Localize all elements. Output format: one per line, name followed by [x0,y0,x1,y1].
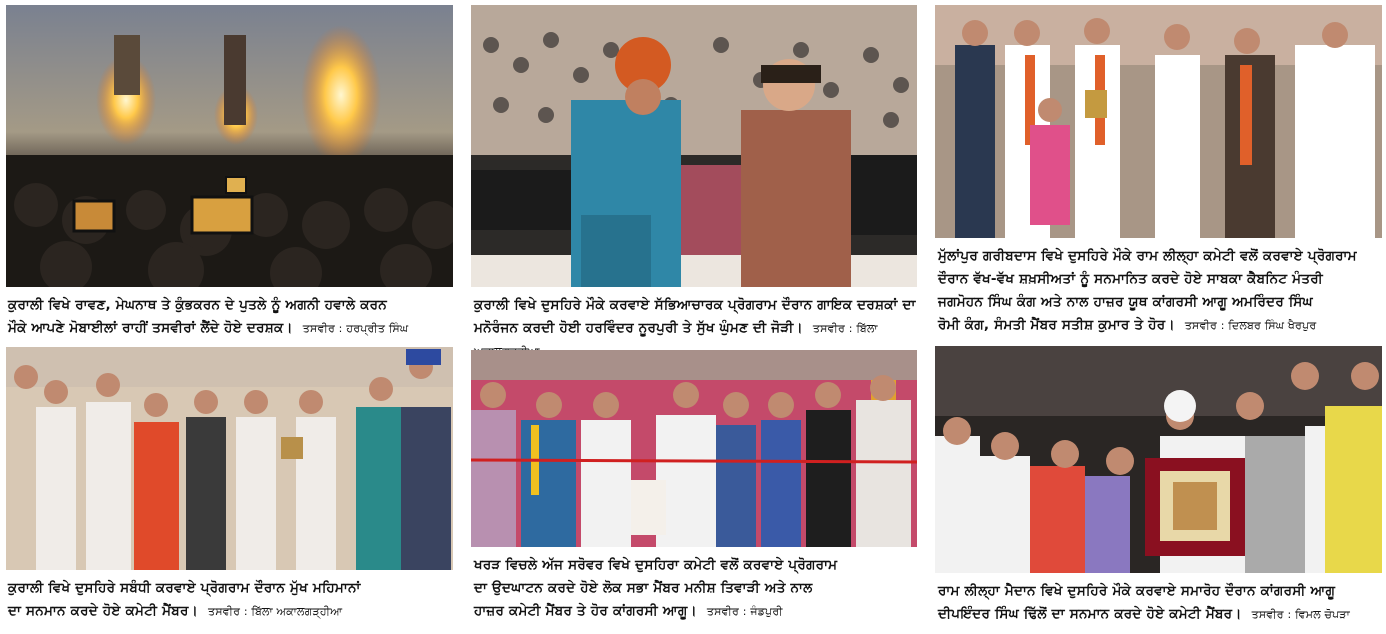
photo-credit: ਤਸਵੀਰ : ਹਰਪ੍ਰੀਤ ਸਿੰਘ [302,322,409,335]
caption-line: ਖਰੜ ਵਿਚਲੇ ਅੱਜ ਸਰੋਵਰ ਵਿਖੇ ਦੁਸਹਿਰਾ ਕਮੇਟੀ ਵਲੋਂ ਕਰਵਾਏ ਪ੍ਰੋਗਰਾਮ [474,557,838,573]
caption-line: ਦਾ ਉਦਘਾਟਨ ਕਰਦੇ ਹੋਏ ਲੋਕ ਸਭਾ ਮੈਂਬਰ ਮਨੀਸ਼ ਤਿਵਾੜੀ ਅਤੇ ਨਾਲ [474,580,813,596]
caption-committee-honouring [8,577,454,623]
caption-line: ਹਾਜ਼ਰ ਕਮੇਟੀ ਮੈਂਬਰ ਤੇ ਹੋਰ ਕਾਂਗਰਸੀ ਆਗੂ। [474,603,697,619]
caption-honouring-girl [938,245,1384,337]
caption-line: ਕੁਰਾਲੀ ਵਿਖੇ ਦੁਸਹਿਰੇ ਮੌਕੇ ਕਰਵਾਏ ਸੱਭਿਆਚਾਰਕ ਪ੍ਰੋਗਰਾਮ ਦੌਰਾਨ ਗਾਇਕ ਦਰਸ਼ਕਾਂ ਦਾ [474,297,916,313]
photo-framed-honour [935,346,1382,573]
caption-framed-honour [938,580,1384,626]
photo-effigy-burning [6,5,453,287]
photo-singers-on-stage [471,5,917,287]
caption-line: ਕੁਰਾਲੀ ਵਿਖੇ ਦੁਸਹਿਰੇ ਸਬੰਧੀ ਕਰਵਾਏ ਪ੍ਰੋਗਰਾਮ ਦੌਰਾਨ ਮੁੱਖ ਮਹਿਮਾਨਾਂ [8,580,361,596]
photo-credit: ਤਸਵੀਰ : ਬਿੱਲਾ [812,322,878,335]
caption-line: ਕੁਰਾਲੀ ਵਿਖੇ ਰਾਵਣ, ਮੇਘਨਾਥ ਤੇ ਕੁੰਭਕਰਨ ਦੇ ਪੁਤਲੇ ਨੂੰ ਅਗਨੀ ਹਵਾਲੇ ਕਰਨ [8,297,387,313]
caption-line: ਦਾ ਸਨਮਾਨ ਕਰਦੇ ਹੋਏ ਕਮੇਟੀ ਮੈਂਬਰ। [8,603,198,619]
caption-line: ਰੋਮੀ ਕੰਗ, ਸੰਮਤੀ ਮੈਂਬਰ ਸਤੀਸ਼ ਕੁਮਾਰ ਤੇ ਹੋਰ। [938,317,1175,333]
photo-credit: ਤਸਵੀਰ : ਵਿਮਲ ਚੋਪੜਾ [1251,608,1350,621]
caption-line: ਜਗਮੋਹਨ ਸਿੰਘ ਕੰਗ ਅਤੇ ਨਾਲ ਹਾਜ਼ਰ ਯੂਥ ਕਾਂਗਰਸੀ ਆਗੂ ਅਮਰਿੰਦਰ ਸਿੰਘ [938,294,1313,310]
photo-ribbon-cutting [471,350,917,547]
photo-committee-honouring [6,347,453,570]
caption-line: ਰਾਮ ਲੀਲ੍ਹਾ ਮੈਦਾਨ ਵਿਖੇ ਦੁਸਹਿਰੇ ਮੌਕੇ ਕਰਵਾਏ ਸਮਾਰੋਹ ਦੌਰਾਨ ਕਾਂਗਰਸੀ ਆਗੂ [938,583,1336,599]
caption-line: ਮੌਕੇ ਆਪਣੇ ਮੋਬਾਈਲਾਂ ਰਾਹੀਂ ਤਸਵੀਰਾਂ ਲੈਂਦੇ ਹੋਏ ਦਰਸ਼ਕ। [8,320,293,336]
caption-line: ਮਨੋਰੰਜਨ ਕਰਦੀ ਹੋਈ ਹਰਵਿੰਦਰ ਨੂਰਪੁਰੀ ਤੇ ਸੁੱਖ ਘੁੰਮਣ ਦੀ ਜੋੜੀ। [474,320,803,336]
photo-credit: ਤਸਵੀਰ : ਦਿਲਬਰ ਸਿੰਘ ਖੈਰਪੁਰ [1184,319,1317,332]
photo-credit: ਤਸਵੀਰ : ਜੰਡਪੁਰੀ [706,605,783,618]
photo-credit: ਤਸਵੀਰ : ਬਿੱਲਾ ਅਕਾਲਗੜ੍ਹੀਆ [207,605,343,618]
caption-effigy-burning [8,294,454,340]
caption-line: ਦੀਪਇੰਦਰ ਸਿੰਘ ਢਿੱਲੋਂ ਦਾ ਸਨਮਾਨ ਕਰਦੇ ਹੋਏ ਕਮੇਟੀ ਮੈਂਬਰ। [938,606,1242,622]
caption-ribbon-cutting [474,554,920,623]
photo-honouring-girl [935,5,1382,238]
caption-line: ਦੌਰਾਨ ਵੱਖ-ਵੱਖ ਸ਼ਖ਼ਸੀਅਤਾਂ ਨੂੰ ਸਨਮਾਨਿਤ ਕਰਦੇ ਹੋਏ ਸਾਬਕਾ ਕੈਬਨਿਟ ਮੰਤਰੀ [938,271,1323,287]
caption-line: ਮੁੱਲਾਂਪੁਰ ਗਰੀਬਦਾਸ ਵਿਖੇ ਦੁਸਹਿਰੇ ਮੌਕੇ ਰਾਮ ਲੀਲ੍ਹਾ ਕਮੇਟੀ ਵਲੋਂ ਕਰਵਾਏ ਪ੍ਰੋਗਰਾਮ [938,248,1357,264]
